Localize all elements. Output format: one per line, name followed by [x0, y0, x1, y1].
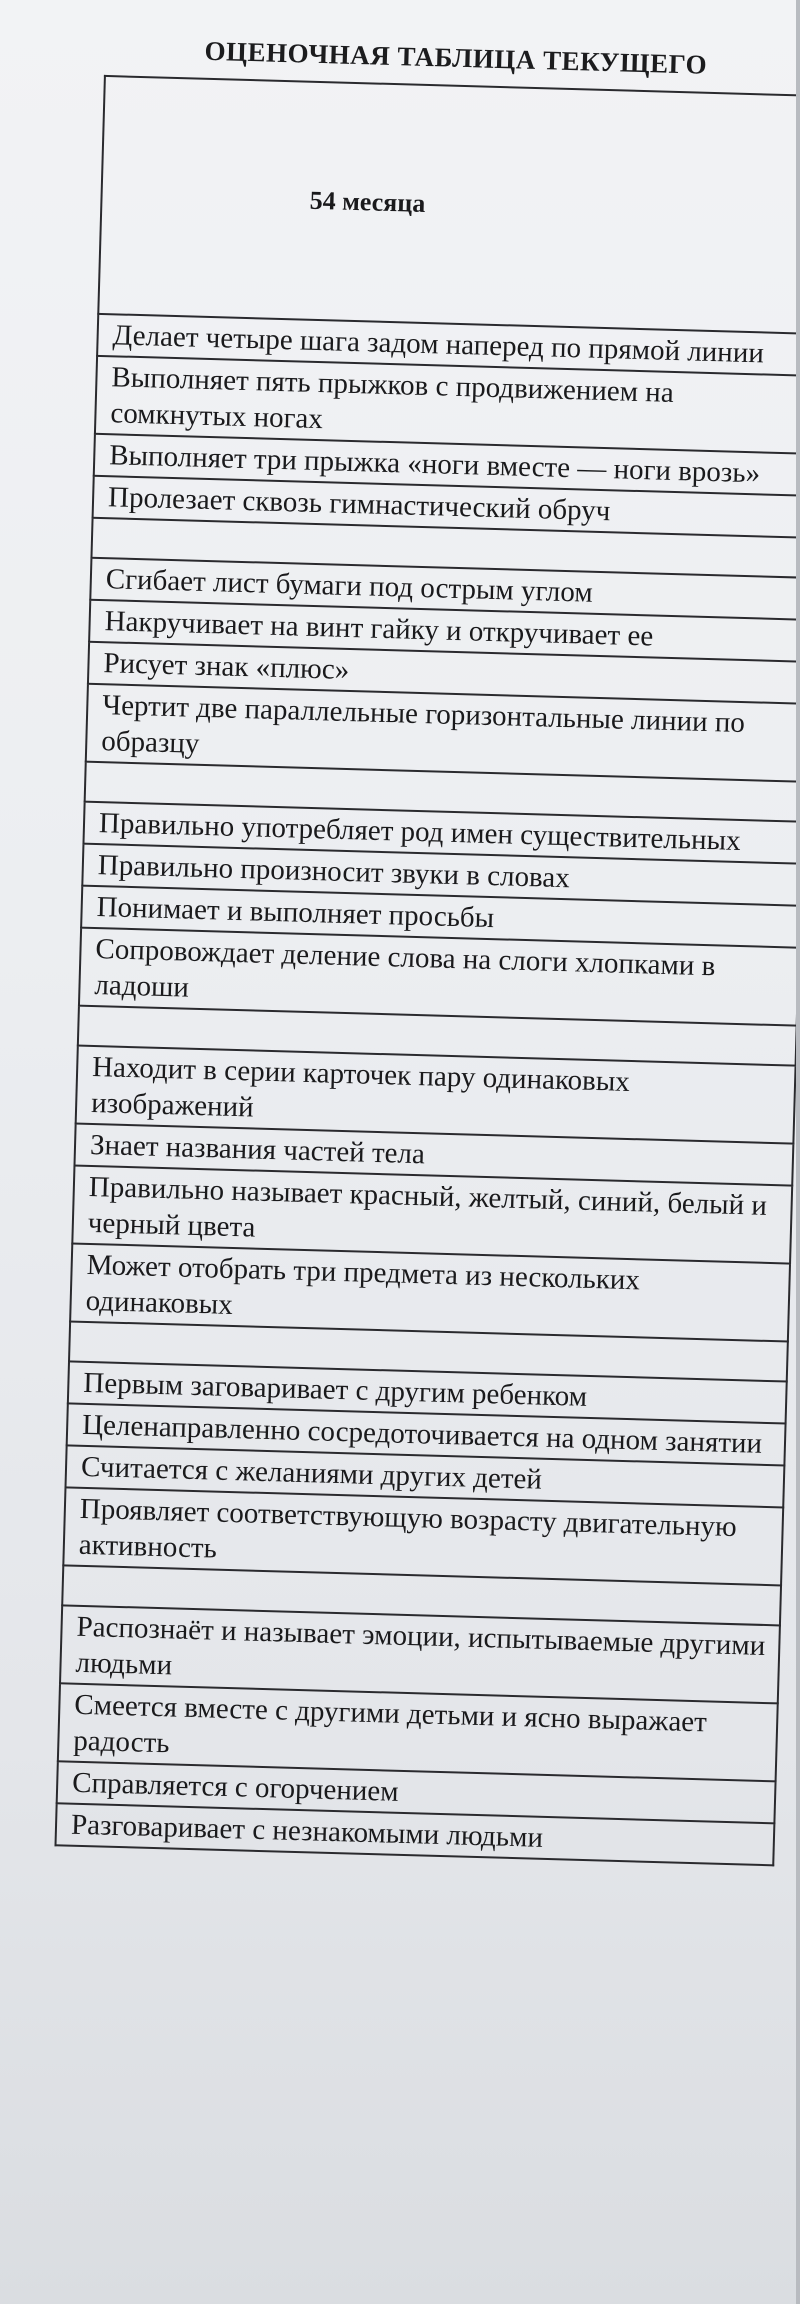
evaluation-table	[54, 75, 800, 1866]
age-header-cell: 54 месяца	[98, 76, 800, 334]
table-header-row	[98, 76, 800, 334]
table-cell: Чертит две параллельные горизонтальные линии по образцу	[86, 684, 800, 782]
table-cell: Рисует знак «плюс»	[88, 642, 800, 704]
table-cell: Сгибает лист бумаги под острым углом	[90, 558, 800, 620]
table-cell: Справляется с огорчением	[57, 1761, 776, 1823]
table-cell: Правильно произносит звуки в словах	[82, 844, 800, 906]
table-cell: Может отобрать три предмета из нескольких одинаковых	[70, 1244, 790, 1342]
table-cell: Сопровождает деление слова на слоги хлопками в ладоши	[79, 928, 799, 1026]
table-cell: Целенаправленно сосредоточивается на одном занятии	[67, 1403, 786, 1465]
table-cell: Считается с желаниями других детей	[65, 1445, 784, 1507]
table-cell: Выполняет три прыжка «ноги вместе — ноги врозь»	[94, 434, 800, 496]
table-cell: Накручивает на винт гайку и откручивает ее	[89, 600, 800, 662]
table-cell: Знает названия частей тела	[74, 1124, 793, 1186]
paper-edge-shadow	[796, 0, 800, 2304]
table-cell: Распознаёт и называет эмоции, испытываемые другими людьми	[60, 1605, 780, 1703]
table-cell: Пролезает сквозь гимнастический обруч	[93, 476, 800, 538]
table-cell: Правильно употребляет род имен существительных	[83, 802, 800, 864]
table-cell: Разговаривает с незнакомыми людьми	[55, 1803, 774, 1865]
table-cell: Правильно называет красный, желтый, синий, белый и черный цвета	[72, 1166, 792, 1264]
table-cell: Выполняет пять прыжков с продвижением на сомкнутых ногах	[95, 356, 800, 454]
table-cell: Делает четыре шага задом наперед по прямой линии	[97, 314, 800, 376]
table-cell: Первым заговаривает с другим ребенком	[68, 1361, 787, 1423]
table-cell: Понимает и выполняет просьбы	[81, 886, 800, 948]
table-cell: Проявляет соответствующую возрасту двигательную активность	[63, 1487, 783, 1585]
document-title: ОЦЕНОЧНАЯ ТАБЛИЦА ТЕКУЩЕГО	[204, 35, 708, 80]
table-cell: Находит в серии карточек пару одинаковых изображений	[76, 1046, 796, 1144]
table-cell: Смеется вместе с другими детьми и ясно выражает радость	[58, 1683, 778, 1781]
rotated-page	[0, 4, 800, 1854]
